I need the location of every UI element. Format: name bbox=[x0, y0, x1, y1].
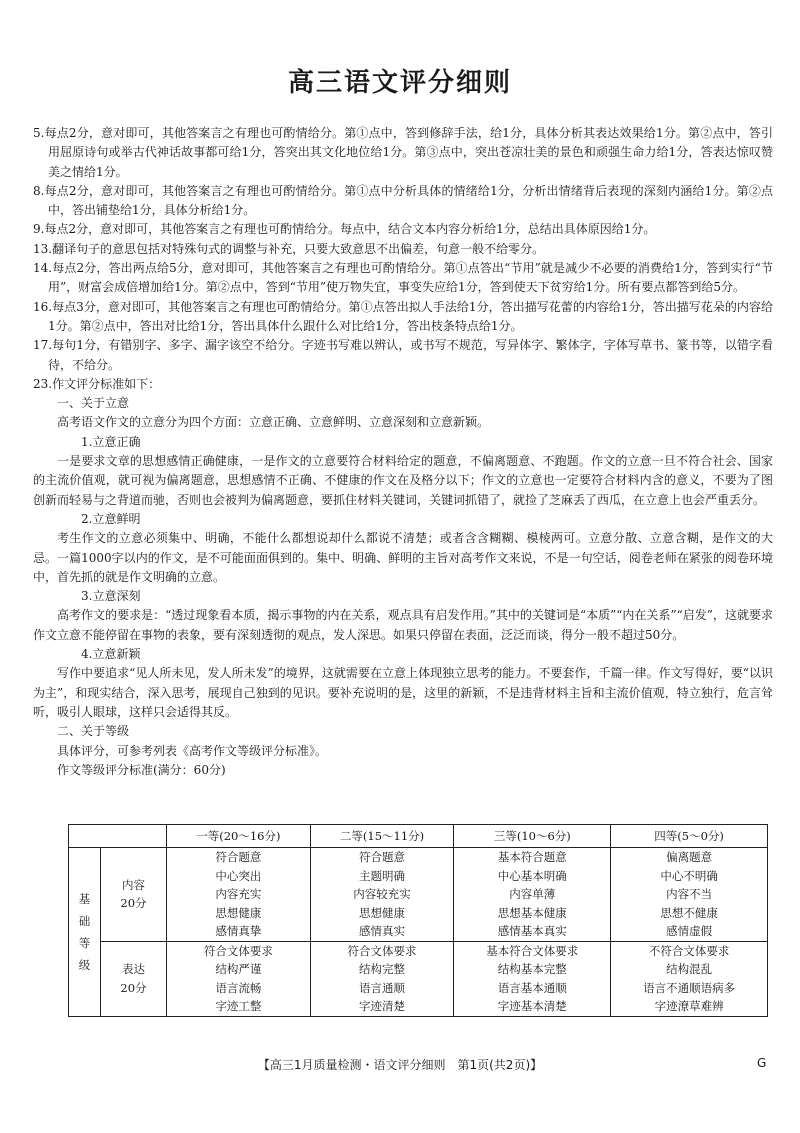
criteria-cell: 符合题意 中心突出 内容充实 思想健康 感情真挚 bbox=[167, 848, 311, 942]
criteria-cell: 符合文体要求 结构完整 语言通顺 字迹清楚 bbox=[310, 941, 454, 1016]
category-cell: 表达 20分 bbox=[101, 941, 167, 1016]
table-header-cell: 四等(5～0分) bbox=[611, 825, 768, 848]
table-corner-cell bbox=[69, 825, 167, 848]
section-heading: 二、关于等级 bbox=[57, 724, 130, 739]
paragraph: 一是要求文章的思想感情正确健康，一是作文的立意要符合材料给定的题意，不偏离题意、不跑题。作文的立意一旦不符合社会、国家的主流价值观，就可视为偏离题意，思想感情不正确、不健康的作文在及格分以下；作文的立意也一定要符合材料内含的意义，不要为了图创新而轻易与之背道而驰，否则也会被判为偏离题意，要抓住材料关键词，关键词抓错了，就捡了芝麻丢了西瓜，在立意上也会严重丢分。 bbox=[33, 454, 773, 507]
paragraph: 考生作文的立意必须集中、明确，不能什么都想说却什么都说不清楚；或者含含糊糊、模棱两可。立意分散、立意含糊，是作文的大忌。一篇1000字以内的作文，是不可能面面俱到的。集中、明确、鲜明的主旨对高考作文来说，不是一句空话，阅卷老师在紧张的阅卷环境中，首先抓的就是作文明确的立意。 bbox=[33, 531, 773, 584]
scoring-item: 17.每句1分，有错别字、多字、漏字该空不给分。字迹书写难以辨认，或书写不规范，写异体字、繁体字，字体写草书、篆书等，以错字看待，不给分。 bbox=[33, 338, 773, 372]
scoring-item: 8.每点2分，意对即可，其他答案言之有理也可酌情给分。第①点中分析具体的情绪给1分，分析出情绪背后表现的深刻内涵给1分。第②点中，答出铺垫给1分，具体分析给1分。 bbox=[33, 183, 773, 218]
scoring-item: 16.每点3分，意对即可，其他答案言之有理也可酌情给分。第①点答出拟人手法给1分，答出描写花蕾的内容给1分，答出描写花朵的内容给1分。第②点中，答出对比给1分，答出具体什么跟什么对比给1分，答出枝条特点给1分。 bbox=[33, 299, 773, 333]
page-title: 高三语文评分细则 bbox=[287, 68, 512, 98]
scoring-item: 5.每点2分，意对即可，其他答案言之有理也可酌情给分。第①点中，答到修辞手法，给1分，具体分析其表达效果给1分。第②点中，答引用屈原诗句或举古代神话故事都可给1分，答突出其文化地位给1分。第③点中，突出苍凉壮美的景色和顽强生命力给1分，答表达惊叹赞美之情给1分。 bbox=[33, 126, 773, 179]
category-cell: 内容 20分 bbox=[101, 848, 167, 942]
point-title: 4.立意新颖 bbox=[81, 647, 141, 662]
criteria-cell: 基本符合文体要求 结构基本完整 语言基本通顺 字迹基本清楚 bbox=[454, 941, 611, 1016]
table-row bbox=[69, 941, 768, 1016]
scoring-item: 9.每点2分，意对即可，其他答案言之有理也可酌情给分。每点中，结合文本内容分析给1分，总结出具体原因给1分。 bbox=[33, 222, 656, 237]
scoring-item: 14.每点2分，答出两点给5分，意对即可，其他答案言之有理也可酌情给分。第①点答出“节用”就是减少不必要的消费给1分，答到实行“节用”，财富会成倍增加给1分。第②点中，答到“节用”使万物失宜，事变失应给1分，答到使天下贫穷给1分。所有要点都答到给5分。 bbox=[33, 261, 773, 295]
point-title: 3.立意深刻 bbox=[81, 589, 141, 604]
criteria-cell: 不符合文体要求 结构混乱 语言不通顺语病多 字迹潦草难辨 bbox=[611, 941, 768, 1016]
table-header-cell: 一等(20～16分) bbox=[167, 825, 311, 848]
criteria-cell: 偏离题意 中心不明确 内容不当 思想不健康 感情虚假 bbox=[611, 848, 768, 942]
table-row bbox=[69, 848, 768, 942]
paragraph: 高考作文的要求是：“透过现象看本质，揭示事物的内在关系，观点具有启发作用。”其中的关键词是“本质”“内在关系”“启发”，这就要求作文立意不能停留在事物的表象，要有深刻透彻的观点，发人深思。如果只停留在表面，泛泛而谈，得分一般不超过50分。 bbox=[33, 608, 773, 642]
table-caption: 作文等级评分标准(满分：60分) bbox=[57, 762, 226, 777]
grading-table bbox=[68, 824, 768, 1017]
document-body bbox=[33, 124, 773, 780]
paragraph: 具体评分，可参考列表《高考作文等级评分标准》。 bbox=[57, 743, 328, 758]
criteria-cell: 符合题意 主题明确 内容较充实 思想健康 感情真实 bbox=[310, 848, 454, 942]
point-title: 2.立意鲜明 bbox=[81, 511, 141, 526]
criteria-cell: 基本符合题意 中心基本明确 内容单薄 思想基本健康 感情基本真实 bbox=[454, 848, 611, 942]
criteria-cell: 符合文体要求 结构严谨 语言流畅 字迹工整 bbox=[167, 941, 311, 1016]
point-title: 1.立意正确 bbox=[81, 434, 141, 449]
table-header-cell: 二等(15～11分) bbox=[310, 825, 454, 848]
essay-heading: 23.作文评分标准如下： bbox=[33, 376, 161, 391]
section-heading: 一、关于立意 bbox=[57, 396, 130, 411]
page-footer: 【高三1月质量检测・语文评分细则 第1页(共2页)】 bbox=[257, 1058, 543, 1072]
version-mark: G bbox=[757, 1056, 767, 1070]
paragraph: 写作中要追求“见人所未见，发人所未发”的境界，这就需要在立意上体现独立思考的能力。不要套作，千篇一律。作文写得好，要“以识为主”，和现实结合，深入思考，展现自己独到的见识。要补充说明的是，这里的新颖，不是违背材料主旨和主流价值观，特立独行，危言耸听，吸引人眼球，这样只会适得其反。 bbox=[33, 666, 773, 719]
scoring-item: 13.翻译句子的意思包括对特殊句式的调整与补充，只要大致意思不出偏差，句意一般不给零分。 bbox=[33, 241, 545, 256]
table-header-cell: 三等(10～6分) bbox=[454, 825, 611, 848]
paragraph: 高考语文作文的立意分为四个方面：立意正确、立意鲜明、立意深刻和立意新颖。 bbox=[57, 415, 490, 430]
table-header-row bbox=[69, 825, 768, 848]
group-label-cell: 基 础 等 级 bbox=[69, 848, 101, 1017]
